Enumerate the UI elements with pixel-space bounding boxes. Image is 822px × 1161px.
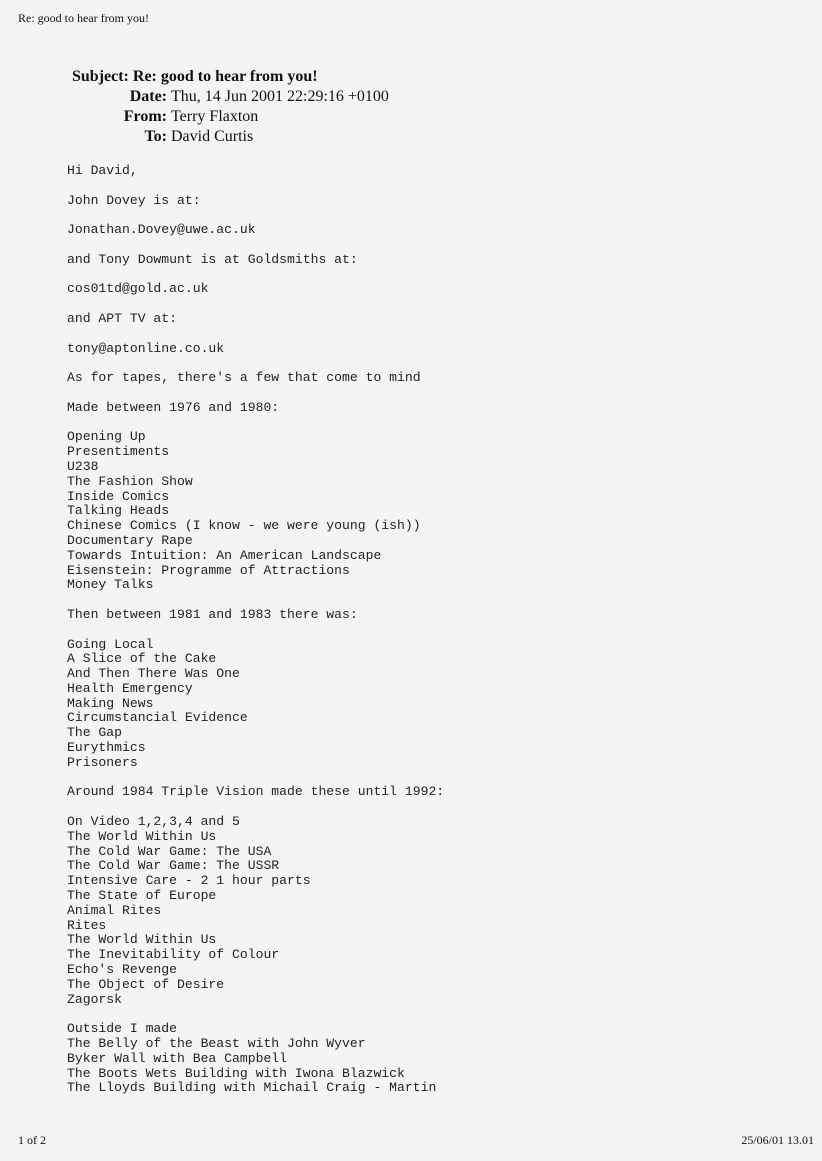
page-header-title: Re: good to hear from you!: [18, 11, 149, 25]
tape-title: Eisenstein: Programme of Attractions: [67, 562, 350, 578]
tape-title: The Belly of the Beast with John Wyver: [67, 1036, 366, 1052]
tape-title: Intensive Care - 2 1 hour parts: [67, 873, 311, 889]
tape-title: Opening Up: [67, 429, 146, 445]
date-row: [72, 87, 389, 107]
tape-title: Making News: [67, 695, 154, 711]
tape-title: The Gap: [67, 725, 123, 741]
outside-list: [67, 1037, 787, 1096]
apt-intro: and APT TV at:: [67, 310, 178, 326]
subject-value: Re: good to hear from you!: [132, 68, 318, 85]
tape-title: The World Within Us: [67, 828, 217, 844]
tape-title: The Inevitability of Colour: [67, 947, 280, 963]
tape-title: Inside Comics: [67, 488, 170, 504]
outside-heading: Outside I made: [67, 1021, 178, 1037]
dovey-intro: John Dovey is at:: [67, 192, 201, 208]
tape-title: Money Talks: [67, 577, 154, 593]
tape-title: Byker Wall with Bea Campbell: [67, 1050, 288, 1066]
to-row: [72, 127, 389, 147]
subject-label: Subject:: [72, 68, 129, 85]
email-headers: [72, 67, 389, 147]
apt-email: tony@aptonline.co.uk: [67, 340, 225, 356]
tape-title: Animal Rites: [67, 902, 162, 918]
dovey-email: Jonathan.Dovey@uwe.ac.uk: [67, 222, 256, 238]
dowmunt-intro: and Tony Dowmunt is at Goldsmiths at:: [67, 251, 358, 267]
from-row: [72, 107, 389, 127]
date-value: Thu, 14 Jun 2001 22:29:16 +0100: [171, 88, 389, 105]
tape-title: U238: [67, 458, 99, 474]
tape-title: The State of Europe: [67, 888, 217, 904]
tape-title: Health Emergency: [67, 680, 193, 696]
tape-title: The Fashion Show: [67, 473, 193, 489]
tape-title: The Lloyds Building with Michail Craig - Martin: [67, 1080, 437, 1096]
greeting: Hi David,: [67, 163, 138, 178]
period2-list: [67, 638, 787, 771]
tape-title: The Cold War Game: The USSR: [67, 858, 280, 874]
period2-heading: Then between 1981 and 1983 there was:: [67, 606, 358, 622]
period3-heading: Around 1984 Triple Vision made these until 1992:: [67, 784, 445, 800]
tape-title: Chinese Comics (I know - we were young (ish)): [67, 518, 421, 534]
tape-title: On Video 1,2,3,4 and 5: [67, 814, 240, 830]
tape-title: Circumstancial Evidence: [67, 710, 248, 726]
tape-title: Presentiments: [67, 444, 170, 460]
subject-row: [72, 67, 389, 87]
tape-title: And Then There Was One: [67, 666, 240, 682]
to-value: David Curtis: [171, 128, 254, 145]
tape-title: A Slice of the Cake: [67, 651, 217, 667]
from-label: From:: [123, 108, 167, 125]
tape-title: Talking Heads: [67, 503, 170, 519]
dowmunt-email: cos01td@gold.ac.uk: [67, 281, 209, 297]
tape-title: The Object of Desire: [67, 976, 225, 992]
tape-title: Eurythmics: [67, 740, 146, 756]
email-body: [67, 164, 787, 1111]
tape-title: Towards Intuition: An American Landscape: [67, 547, 382, 563]
tapes-intro: As for tapes, there's a few that come to mind: [67, 370, 421, 386]
period3-list: [67, 815, 787, 1007]
tape-title: Documentary Rape: [67, 532, 193, 548]
print-timestamp: 25/06/01 13.01: [741, 1133, 814, 1147]
period1-list: [67, 430, 787, 593]
tape-title: Prisoners: [67, 754, 138, 770]
period1-heading: Made between 1976 and 1980:: [67, 399, 280, 415]
tape-title: Zagorsk: [67, 991, 123, 1007]
tape-title: The Cold War Game: The USA: [67, 843, 272, 859]
tape-title: Echo's Revenge: [67, 962, 178, 978]
from-value: Terry Flaxton: [171, 108, 259, 125]
tape-title: The Boots Wets Building with Iwona Blazwick: [67, 1065, 405, 1081]
page-number: 1 of 2: [18, 1133, 46, 1147]
date-label: Date:: [129, 88, 167, 105]
tape-title: Rites: [67, 917, 107, 933]
tape-title: Going Local: [67, 636, 154, 652]
tape-title: The World Within Us: [67, 932, 217, 948]
to-label: To:: [144, 128, 167, 145]
